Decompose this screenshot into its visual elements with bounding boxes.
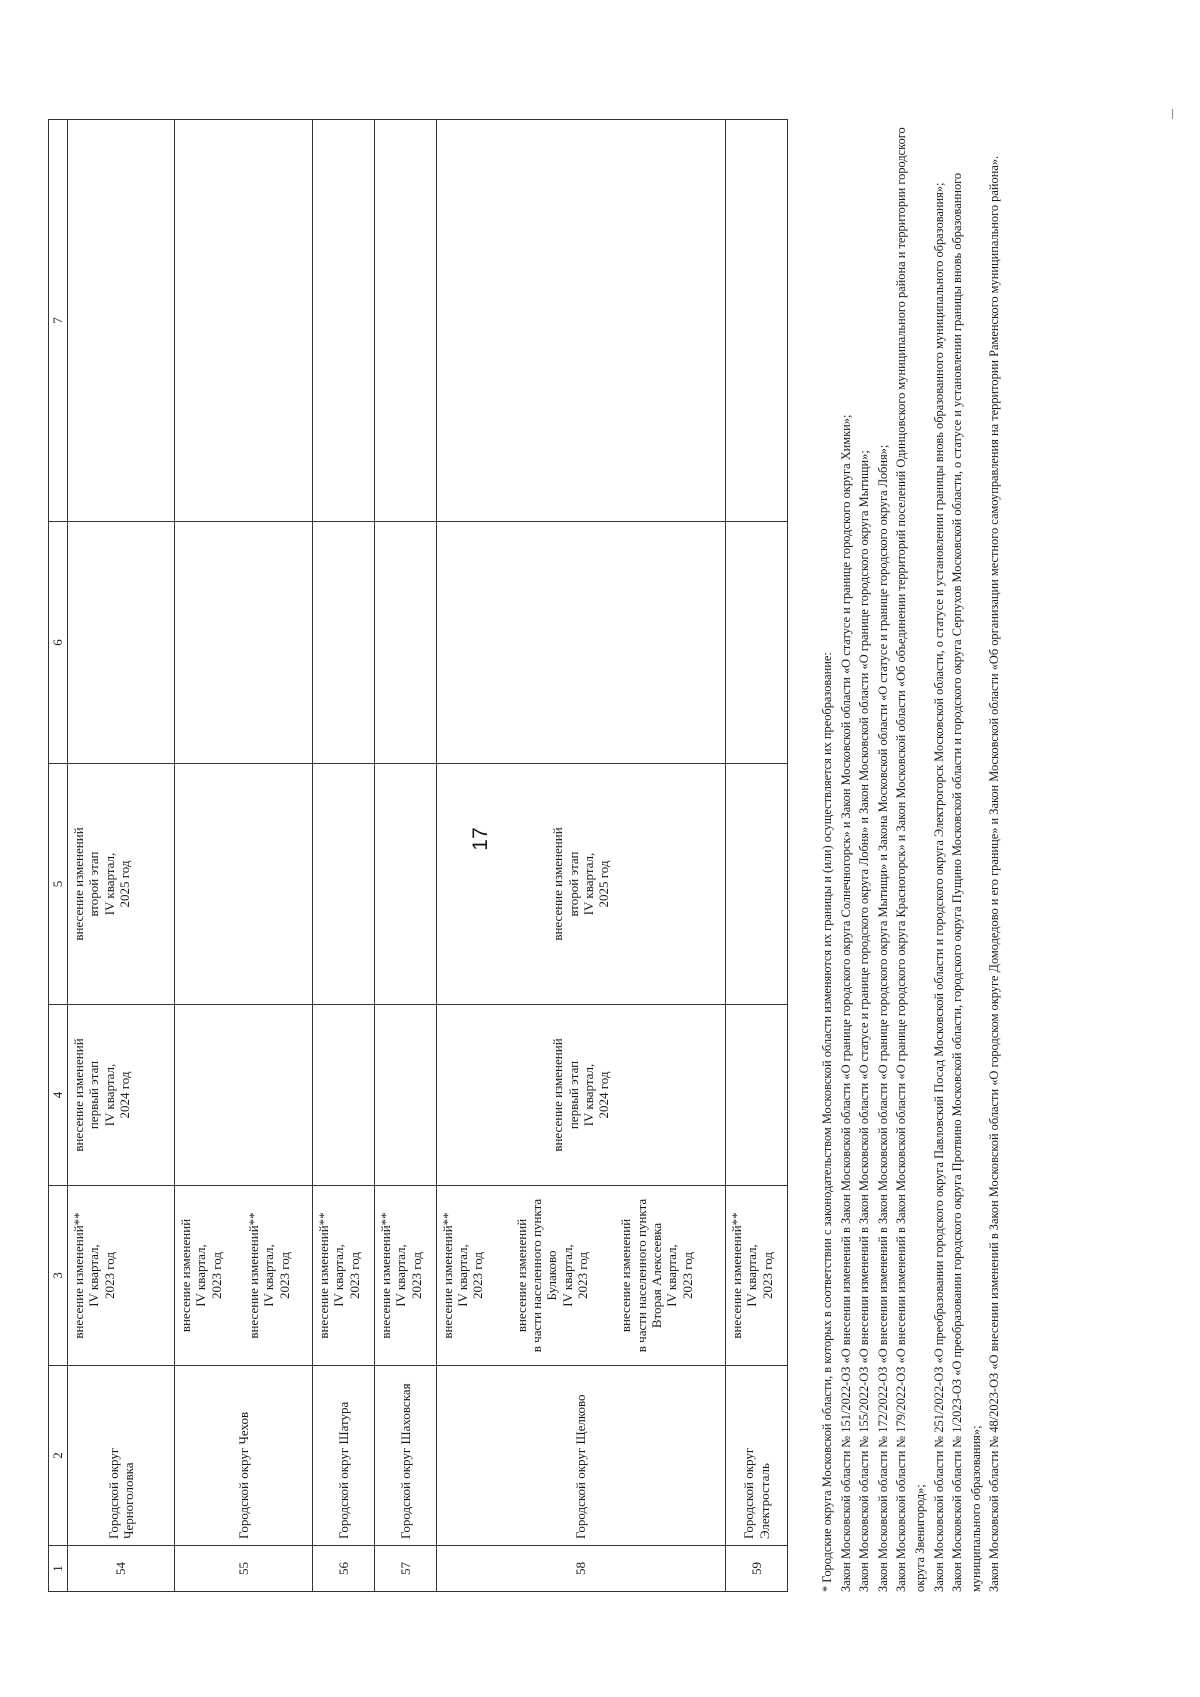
- col6-cell: [436, 522, 726, 764]
- col3-cell: [436, 1186, 726, 1366]
- col5-cell: [726, 764, 788, 1005]
- table-row: [436, 120, 726, 1592]
- district-name: Городской округ Щелково: [436, 1366, 726, 1546]
- table-row: [374, 120, 436, 1592]
- column-header: 1: [49, 1546, 68, 1592]
- col7-cell: [374, 120, 436, 522]
- cell-line: второй этап: [565, 851, 581, 917]
- cell-line: 2023 год: [101, 1252, 117, 1299]
- cell-line: второй этап: [86, 851, 102, 917]
- col6-cell: [726, 522, 788, 764]
- col5-cell: [313, 764, 375, 1005]
- row-number: 58: [436, 1546, 726, 1592]
- cell-line: 2024 год: [116, 1071, 132, 1119]
- col3-cell: [68, 1186, 175, 1366]
- column-header: 3: [49, 1186, 68, 1366]
- row-number: 56: [313, 1546, 375, 1592]
- col4-cell: [436, 1005, 726, 1186]
- cell-line: Булаково: [544, 1250, 560, 1301]
- col6-cell: [313, 522, 375, 764]
- cell-line: в части населенного пункта: [633, 1198, 649, 1353]
- col7-cell: [313, 120, 375, 522]
- footnotes: [818, 102, 1004, 1592]
- cell-line: IV квартал,: [580, 1063, 596, 1127]
- cell-line: IV квартал,: [559, 1244, 575, 1307]
- footnote-line: Закон Московской области № 48/2023-ОЗ «О внесении изменений в Закон Московской области «О городском округе Домодедово и его границе» и Закон Московской области «Об организации местного самоуправления на территории Раменского муниципального района».: [987, 155, 1002, 1592]
- district-name: Городской округ Шатура: [313, 1366, 375, 1546]
- cell-line: внесение изменений**: [439, 1212, 455, 1339]
- cell-line: IV квартал,: [86, 1244, 102, 1307]
- cell-line: IV квартал,: [261, 1244, 277, 1307]
- col5-cell: [68, 764, 175, 1005]
- cell-line: внесение изменений**: [729, 1212, 745, 1339]
- column-header: 5: [49, 764, 68, 1005]
- col6-cell: [175, 522, 313, 764]
- cell-line: внесение изменений**: [377, 1212, 393, 1339]
- footnote-line: Закон Московской области № 179/2022-ОЗ «О внесении изменений в Закон Московской области «О границе городского округа Красногорск» и Закон Московской области «Об объединении территорий поселений Одинцовского муниципального района и территории городского округа Звенигород»;: [894, 127, 927, 1592]
- cell-line: 2023 год: [408, 1252, 424, 1299]
- page-number: 17: [469, 827, 492, 851]
- col3-cell: [175, 1186, 313, 1366]
- cell-line: внесение изменений**: [246, 1212, 262, 1339]
- col4-cell: [313, 1005, 375, 1186]
- cell-line: 2023 год: [470, 1252, 486, 1299]
- cell-line: внесение изменений: [71, 1038, 86, 1152]
- col3-cell: [313, 1186, 375, 1366]
- table-row: [313, 120, 375, 1592]
- cell-line: IV квартал,: [193, 1244, 209, 1307]
- cell-line: внесение изменений: [178, 1218, 194, 1333]
- footnote-line: Закон Московской области № 151/2022-ОЗ «О внесении изменений в Закон Московской области «О границе городского округа Солнечногорск» и Закон Московской области «О статусе и границе городского округа Химки»;: [838, 414, 853, 1592]
- column-header: 4: [49, 1005, 68, 1186]
- col5-cell: [436, 764, 726, 1005]
- col5-cell: [374, 764, 436, 1005]
- col6-cell: [374, 522, 436, 764]
- cell-line: Вторая Алексеевка: [648, 1222, 664, 1329]
- cell-line: IV квартал,: [393, 1244, 409, 1307]
- footnote-line: Закон Московской области № 251/2022-ОЗ «О преобразовании городского округа Павловский Посад Московской области и городского округа Электрогорск Московской области, о статусе и установлении границы вновь образованного муниципального образования»;: [931, 182, 946, 1592]
- column-header: 6: [49, 522, 68, 764]
- district-name: Городской округ Чехов: [175, 1366, 313, 1546]
- col7-cell: [175, 120, 313, 522]
- cell-line: внесение изменений**: [71, 1212, 86, 1339]
- cell-line: внесение изменений: [618, 1218, 634, 1333]
- cell-line: IV квартал,: [664, 1244, 680, 1307]
- col4-cell: [68, 1005, 175, 1186]
- cell-line: IV квартал,: [331, 1244, 347, 1307]
- col6-cell: [68, 522, 175, 764]
- cell-line: первый этап: [565, 1060, 581, 1130]
- cell-line: 2023 год: [759, 1252, 775, 1299]
- cell-line: 2023 год: [346, 1252, 362, 1299]
- cell-line: IV квартал,: [101, 1063, 117, 1127]
- cell-line: 2023 год: [679, 1252, 695, 1299]
- col4-cell: [726, 1005, 788, 1186]
- col7-cell: [726, 120, 788, 522]
- scan-mark: [1172, 109, 1173, 119]
- footnote-line: Закон Московской области № 1/2023-ОЗ «О преобразовании городского округа Протвино Московской области, городского округа Пущино Московской области и городского округа Серпухов Московской области, о статусе и установлении границы вновь образованного муниципального образования»;: [950, 172, 983, 1592]
- plan-table: [48, 119, 788, 1592]
- cell-line: IV квартал,: [580, 852, 596, 916]
- row-number: 55: [175, 1546, 313, 1592]
- col4-cell: [374, 1005, 436, 1186]
- column-header: 7: [49, 120, 68, 522]
- col3-cell: [726, 1186, 788, 1366]
- cell-line: 2023 год: [208, 1252, 224, 1299]
- row-number: 54: [68, 1546, 175, 1592]
- table-row: [68, 120, 175, 1592]
- cell-line: 2025 год: [596, 860, 612, 908]
- col7-cell: [68, 120, 175, 522]
- col4-cell: [175, 1005, 313, 1186]
- cell-line: 2023 год: [276, 1252, 292, 1299]
- district-name: Городской округ Шаховская: [374, 1366, 436, 1546]
- cell-line: внесение изменений: [513, 1218, 529, 1333]
- district-name: Городской округ Черноголовка: [68, 1366, 175, 1546]
- table-row: [726, 120, 788, 1592]
- cell-line: 2024 год: [596, 1071, 612, 1119]
- cell-line: 2025 год: [116, 860, 132, 908]
- column-header: 2: [49, 1366, 68, 1546]
- cell-line: в части населенного пункта: [528, 1198, 544, 1353]
- cell-line: IV квартал,: [101, 852, 117, 916]
- cell-line: внесение изменений**: [316, 1212, 332, 1339]
- cell-line: внесение изменений: [550, 1038, 566, 1152]
- row-number: 59: [726, 1546, 788, 1592]
- cell-line: IV квартал,: [454, 1244, 470, 1307]
- col3-cell: [374, 1186, 436, 1366]
- cell-line: IV квартал,: [744, 1244, 760, 1307]
- district-name: Городской округ Электросталь: [726, 1366, 788, 1546]
- row-number: 57: [374, 1546, 436, 1592]
- footnote-line: * Городские округа Московской области, в которых в соответствии с законодательством Московской области изменяются их границы и (или) осуществляется их преобразование:: [820, 652, 834, 1592]
- table-row: [175, 120, 313, 1592]
- cell-line: внесение изменений: [71, 827, 86, 941]
- cell-line: 2023 год: [574, 1252, 590, 1299]
- table-header-row: [49, 120, 68, 1592]
- cell-line: внесение изменений: [550, 827, 566, 941]
- cell-line: первый этап: [86, 1060, 102, 1130]
- col7-cell: [436, 120, 726, 522]
- footnote-line: Закон Московской области № 172/2022-ОЗ «О внесении изменений в Закон Московской области «О границе городского округа Мытищи» и Закона Московской области «О статусе и границе городского округа Лобня»;: [875, 444, 890, 1592]
- footnote-line: Закон Московской области № 155/2022-ОЗ «О внесении изменений в Закон Московской области «О статусе и границе городского округа Лобня» и Закон Московской области «О границе городского округа Мытищи»;: [857, 450, 872, 1592]
- col5-cell: [175, 764, 313, 1005]
